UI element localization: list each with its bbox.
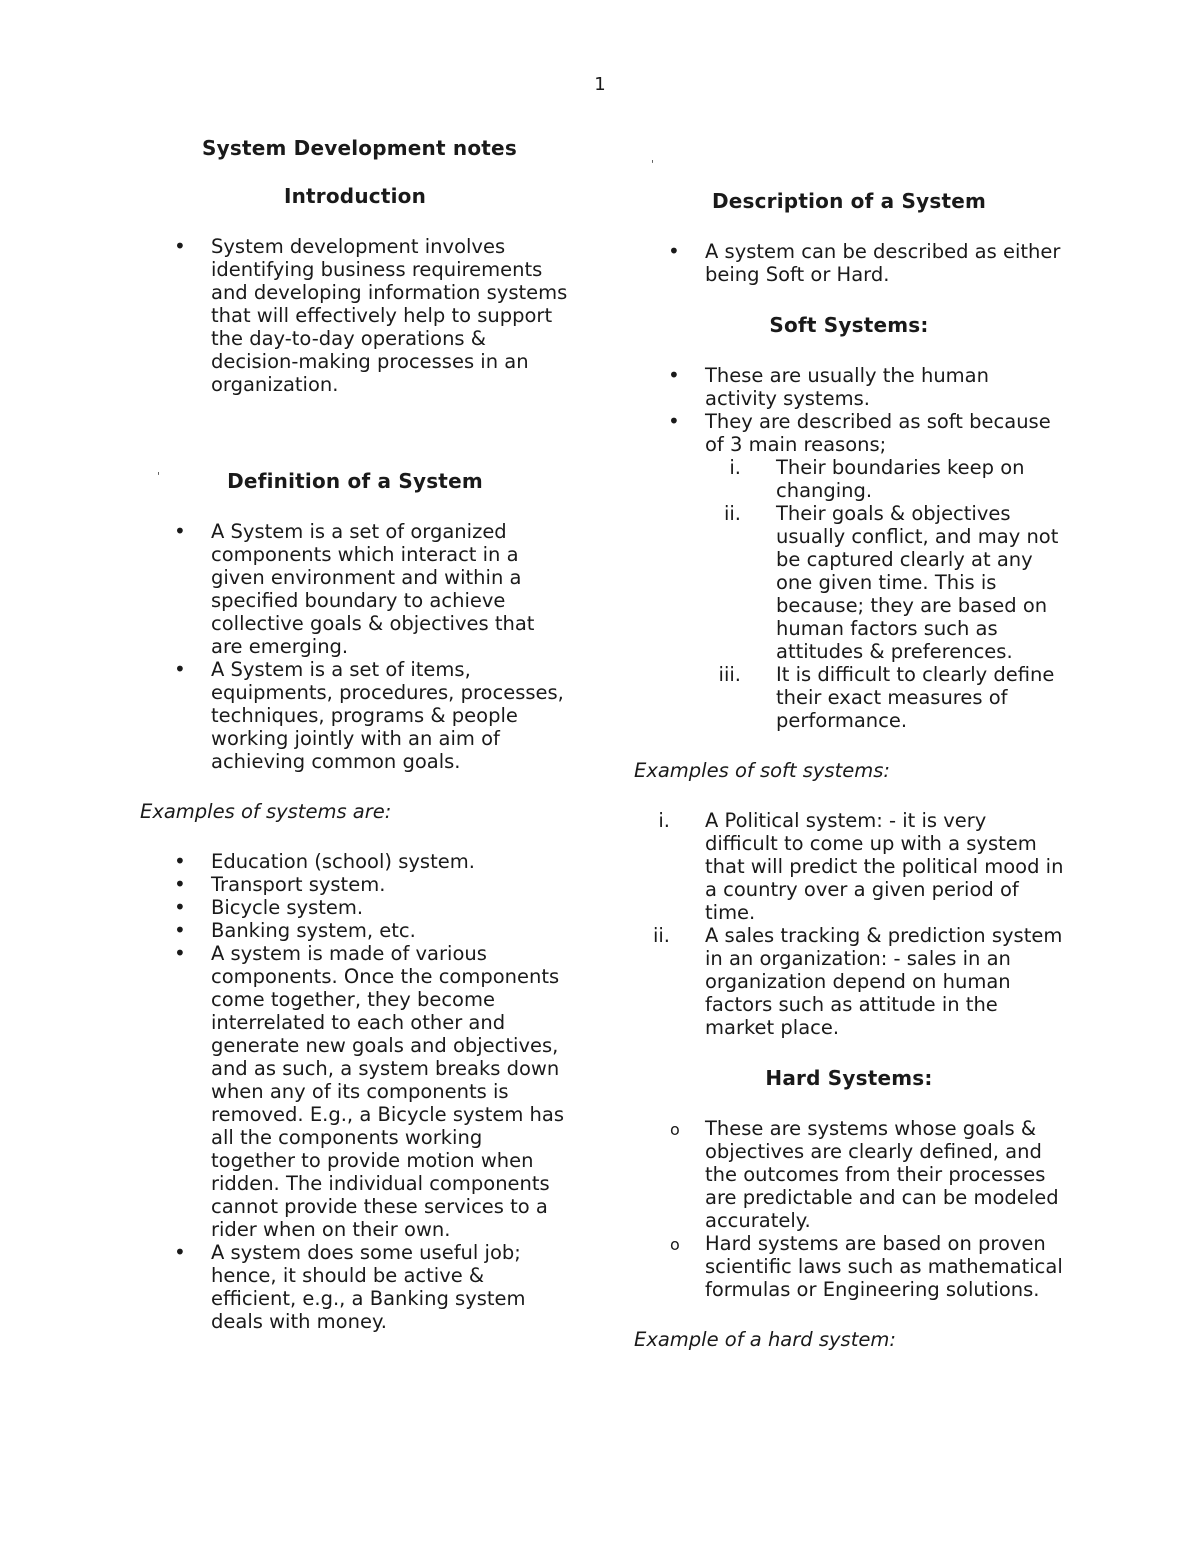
list-item: • Education (school) system.: [140, 850, 570, 873]
list-item: • A system does some useful job; hence, it should be active & efficient, e.g., a Banking system deals with money.: [140, 1241, 570, 1333]
list-item: [705, 502, 1064, 663]
list-text: A Political system: - it is very difficult to come up with a system that will predict the political mood in a country over a given period of time.: [705, 809, 1064, 924]
definition-heading: Definition of a System: [227, 469, 483, 493]
list-text: It is difficult to clearly define their exact measures of performance.: [776, 663, 1055, 732]
examples-list: [140, 850, 570, 1333]
list-number: iii.: [718, 663, 741, 686]
list-item: • A system can be described as either being Soft or Hard.: [634, 240, 1064, 286]
document-title: System Development notes: [202, 136, 517, 160]
list-item: [705, 456, 1064, 502]
list-item: • Bicycle system.: [140, 896, 570, 919]
intro-list: [140, 235, 570, 396]
list-item: • Banking system, etc.: [140, 919, 570, 942]
introduction-heading: Introduction: [283, 184, 427, 208]
stray-mark: ': [651, 158, 655, 171]
right-column: [634, 189, 1064, 1378]
list-item: o Hard systems are based on proven scientific laws such as mathematical formulas or Engineering solutions.: [634, 1232, 1064, 1301]
list-item: [634, 924, 1064, 1039]
definition-list: [140, 520, 570, 773]
hard-systems-heading: Hard Systems:: [765, 1066, 933, 1090]
soft-systems-list: [634, 364, 1064, 456]
soft-examples-list: [634, 809, 1064, 1039]
list-item: [705, 663, 1064, 732]
soft-examples-label: Examples of soft systems:: [634, 759, 890, 782]
soft-reasons-list: [634, 456, 1064, 732]
list-item: • Transport system.: [140, 873, 570, 896]
description-list: [634, 240, 1064, 286]
list-number: i.: [658, 809, 670, 832]
list-number: i.: [729, 456, 741, 479]
hard-example-label: Example of a hard system:: [634, 1328, 896, 1351]
list-item: o These are systems whose goals & objectives are clearly defined, and the outcomes from their processes are predictable and can be modeled accurately.: [634, 1117, 1064, 1232]
list-text: A sales tracking & prediction system in an organization: - sales in an organization depend on human factors such as attitude in the market place.: [705, 924, 1063, 1039]
description-heading: Description of a System: [711, 189, 987, 213]
hard-systems-list: [634, 1117, 1064, 1301]
page-number: 1: [594, 74, 606, 95]
list-text: Their boundaries keep on changing.: [776, 456, 1025, 502]
stray-mark: ': [157, 470, 161, 483]
list-item: • A system is made of various components. Once the components come together, they become interrelated to each other and generate new goals and objectives, and as such, a system breaks down when any of its components is removed. E.g., a Bicycle system has all the components working together to provide motion when ridden. The individual components cannot provide these services to a rider when on their own.: [140, 942, 570, 1241]
list-number: ii.: [652, 924, 670, 947]
list-item: • System development involves identifying business requirements and developing information systems that will effectively help to support the day-to-day operations & decision-making processes in an organization.: [140, 235, 570, 396]
list-item: • These are usually the human activity systems.: [634, 364, 1064, 410]
list-item: • A System is a set of items, equipments, procedures, processes, techniques, programs & people working jointly with an aim of achieving common goals.: [140, 658, 570, 773]
examples-label: Examples of systems are:: [140, 800, 392, 823]
list-item: [634, 809, 1064, 924]
soft-systems-heading: Soft Systems:: [769, 313, 929, 337]
list-item: • A System is a set of organized components which interact in a given environment and within a specified boundary to achieve collective goals & objectives that are emerging.: [140, 520, 570, 658]
list-text: Their goals & objectives usually conflict, and may not be captured clearly at any one given time. This is because; they are based on human factors such as attitudes & preferences.: [776, 502, 1059, 663]
left-column: [140, 136, 570, 1333]
list-number: ii.: [723, 502, 741, 525]
list-item: • They are described as soft because of 3 main reasons;: [634, 410, 1064, 456]
